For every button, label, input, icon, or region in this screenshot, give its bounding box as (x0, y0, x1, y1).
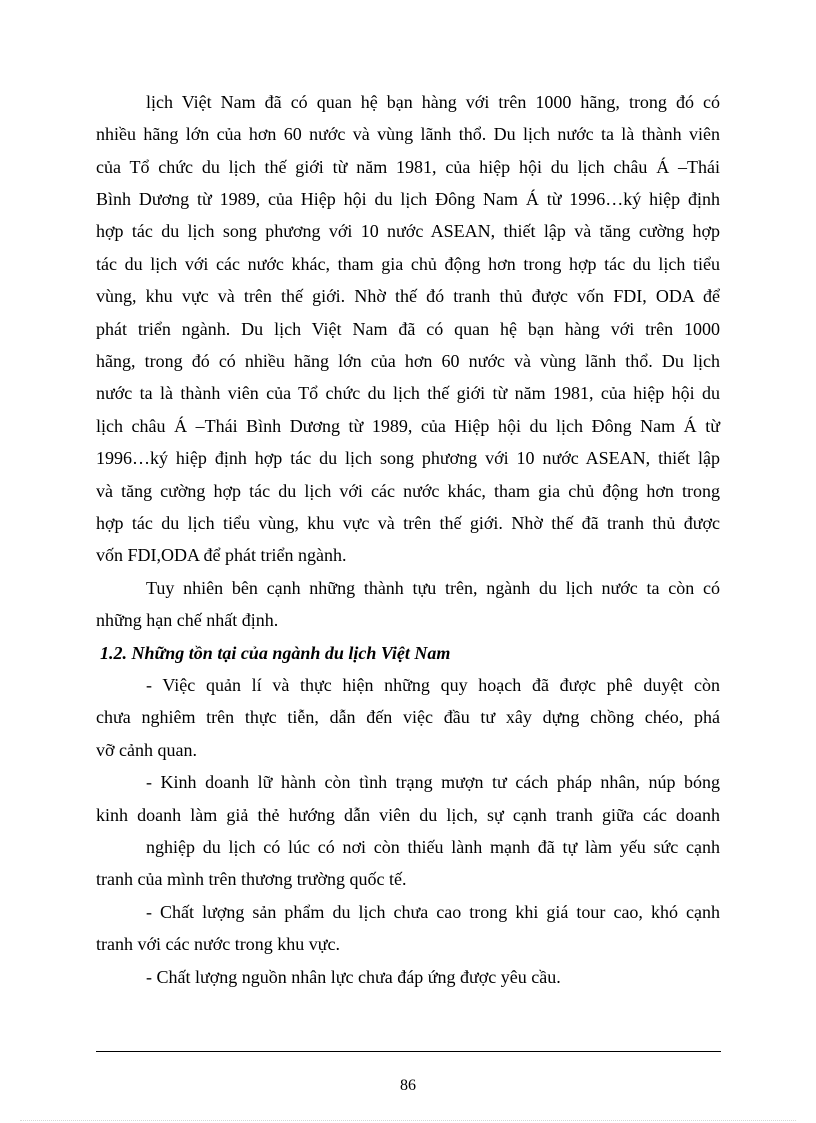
text-line: lịch châu Á –Thái Bình Dương từ 1989, của Hiệp hội du lịch Đông Nam Á từ (96, 416, 720, 436)
page-number: 86 (400, 1077, 416, 1094)
text-line: nhiều hãng lớn của hơn 60 nước và vùng lãnh thổ. Du lịch nước ta là thành viên (96, 124, 720, 144)
text-line: vỡ cảnh quan. (96, 740, 197, 760)
text-line: những hạn chế nhất định. (96, 610, 279, 630)
text-line: tranh với các nước trong khu vực. (96, 934, 340, 954)
text-line: kinh doanh làm giả thẻ hướng dẫn viên du lịch, sự cạnh tranh giữa các doanh (96, 805, 720, 825)
text-line: nước ta là thành viên của Tổ chức du lịch thế giới từ năm 1981, của hiệp hội du (96, 383, 720, 403)
text-line: phát triển ngành. Du lịch Việt Nam đã có quan hệ bạn hàng với trên 1000 (96, 319, 720, 339)
text-line: nghiệp du lịch có lúc có nơi còn thiếu lành mạnh đã tự làm yếu sức cạnh (146, 837, 720, 857)
text-line: hãng, trong đó có nhiều hãng lớn của hơn 60 nước và vùng lãnh thổ. Du lịch (96, 351, 720, 371)
section-heading: 1.2. Những tồn tại của ngành du lịch Việt Nam (100, 643, 451, 663)
text-line: lịch Việt Nam đã có quan hệ bạn hàng với trên 1000 hãng, trong đó có (146, 92, 720, 112)
text-line: 1996…ký hiệp định hợp tác du lịch song phương với 10 nước ASEAN, thiết lập (96, 448, 720, 468)
text-line: Bình Dương từ 1989, của Hiệp hội du lịch Đông Nam Á từ 1996…ký hiệp định (96, 189, 720, 209)
text-line: và tăng cường hợp tác du lịch với các nước khác, tham gia chủ động hơn trong (96, 481, 720, 501)
text-line: tác du lịch với các nước khác, tham gia chủ động hơn trong hợp tác du lịch tiểu (96, 254, 720, 274)
text-line: - Việc quản lí và thực hiện những quy hoạch đã được phê duyệt còn (146, 675, 720, 695)
text-line: - Chất lượng sản phẩm du lịch chưa cao trong khi giá tour cao, khó cạnh (146, 902, 720, 922)
text-line: hợp tác du lịch tiểu vùng, khu vực và trên thế giới. Nhờ thế đã tranh thủ được (96, 513, 720, 533)
footer-divider (96, 1051, 721, 1052)
text-line: vùng, khu vực và trên thế giới. Nhờ thế đó tranh thủ được vốn FDI, ODA để (96, 286, 720, 306)
text-line: - Kinh doanh lữ hành còn tình trạng mượn tư cách pháp nhân, núp bóng (146, 772, 720, 792)
text-line: của Tổ chức du lịch thế giới từ năm 1981, của hiệp hội du lịch châu Á –Thái (96, 157, 720, 177)
text-line: chưa nghiêm trên thực tiễn, dẫn đến việc đầu tư xây dựng chồng chéo, phá (96, 707, 720, 727)
text-line: hợp tác du lịch song phương với 10 nước ASEAN, thiết lập và tăng cường hợp (96, 221, 720, 241)
page-bottom-border (20, 1120, 796, 1121)
text-line: vốn FDI,ODA để phát triển ngành. (96, 545, 347, 565)
text-line: tranh của mình trên thương trường quốc tế. (96, 869, 407, 889)
text-line: - Chất lượng nguồn nhân lực chưa đáp ứng được yêu cầu. (146, 967, 561, 987)
text-line: Tuy nhiên bên cạnh những thành tựu trên, ngành du lịch nước ta còn có (146, 578, 720, 598)
